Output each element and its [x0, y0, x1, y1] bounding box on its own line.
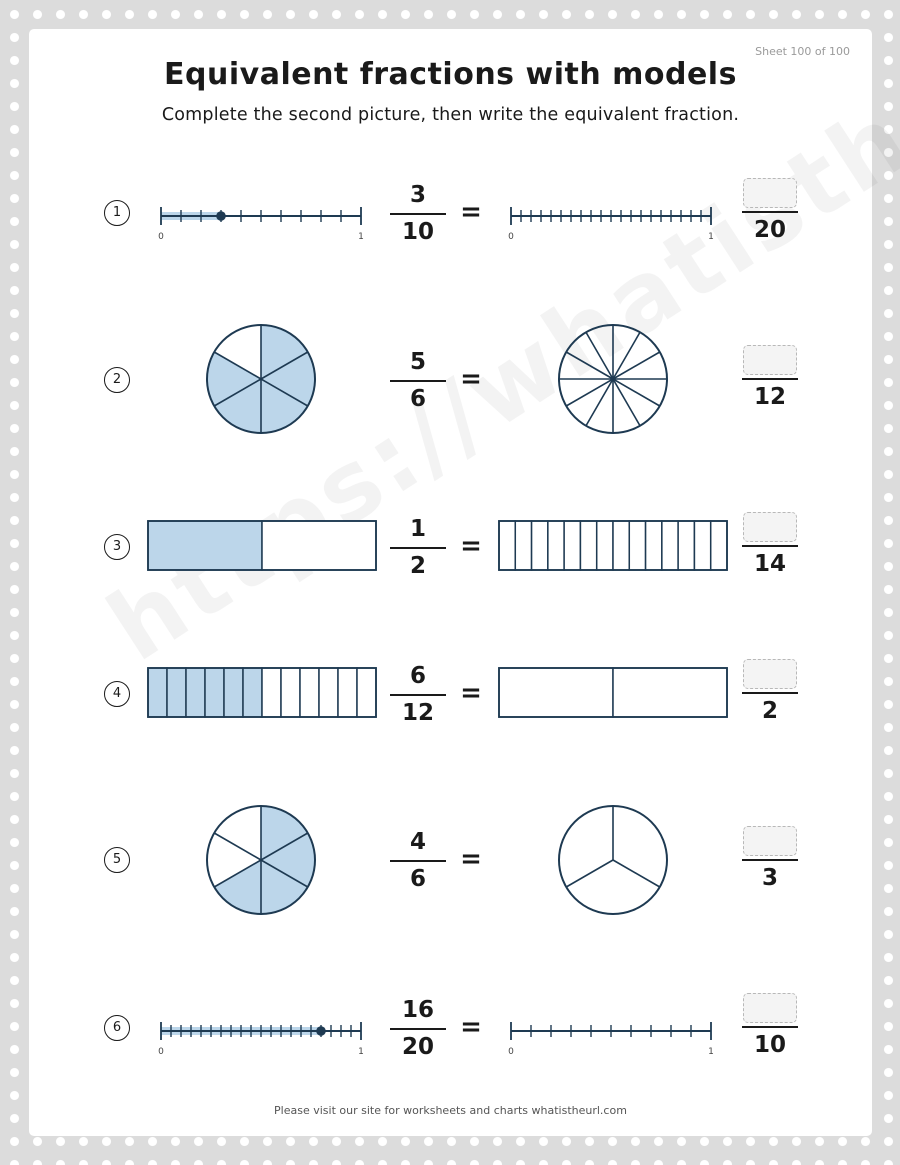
answer-circle-model[interactable] [557, 323, 669, 435]
fraction-numerator: 6 [409, 663, 426, 689]
bar-cell [499, 668, 613, 717]
fraction-bar [742, 1026, 798, 1028]
fraction-denominator: 2 [409, 553, 426, 579]
fraction-bar [390, 213, 446, 215]
given-number-line [150, 1005, 375, 1065]
equals-sign: = [460, 1012, 482, 1042]
fraction-denominator: 20 [753, 217, 786, 243]
fraction-bar [390, 860, 446, 862]
fraction-denominator: 6 [409, 866, 426, 892]
answer-input[interactable] [743, 345, 797, 375]
equals-sign: = [460, 364, 482, 394]
answer-circle-model[interactable] [557, 804, 669, 916]
answer-bar-model[interactable] [498, 520, 728, 572]
bar-cell-shaded [148, 668, 167, 717]
answer-input[interactable] [743, 178, 797, 208]
bar-cell [262, 668, 281, 717]
fraction-numerator: 4 [409, 829, 426, 855]
problem-number: 4 [104, 681, 130, 707]
page-instructions: Complete the second picture, then write the equivalent fraction. [161, 105, 740, 125]
page-title: Equivalent fractions with models [164, 57, 737, 92]
tick-label-start: 0 [508, 1047, 514, 1057]
bar-cell [338, 668, 357, 717]
tick-label-start: 0 [158, 232, 164, 242]
bar-cell-shaded [167, 668, 186, 717]
bar-cell [694, 521, 710, 570]
number-line-point [316, 1026, 326, 1036]
bar-cell [711, 521, 727, 570]
fraction-bar [742, 211, 798, 213]
bar-cell-shaded [224, 668, 243, 717]
bar-cell [564, 521, 580, 570]
answer-number-line[interactable] [500, 190, 725, 250]
fraction-denominator: 20 [401, 1034, 434, 1060]
given-circle-model [205, 323, 317, 435]
answer-bar-model[interactable] [498, 667, 728, 719]
fraction-bar [390, 380, 446, 382]
answer-input[interactable] [743, 826, 797, 856]
bar-cell [532, 521, 548, 570]
fraction-bar [742, 692, 798, 694]
problem-number: 1 [104, 200, 130, 226]
fraction-denominator: 10 [401, 219, 434, 245]
equals-sign: = [460, 197, 482, 227]
number-line-point [216, 211, 226, 221]
bar-cell [300, 668, 319, 717]
fraction-denominator: 6 [409, 386, 426, 412]
bar-cell-shaded [186, 668, 205, 717]
fraction-denominator: 14 [753, 551, 786, 577]
sheet-number: Sheet 100 of 100 [755, 45, 850, 58]
problem-number: 6 [104, 1015, 130, 1041]
fraction-bar [742, 545, 798, 547]
bar-cell [580, 521, 596, 570]
given-circle-model [205, 804, 317, 916]
tick-label-start: 0 [508, 232, 514, 242]
problem-number: 2 [104, 367, 130, 393]
bar-cell [646, 521, 662, 570]
bar-cell [319, 668, 338, 717]
fraction-denominator: 2 [761, 698, 778, 724]
given-number-line [150, 190, 375, 250]
fraction-numerator: 1 [409, 516, 426, 542]
fraction-numerator: 3 [409, 182, 426, 208]
answer-input[interactable] [743, 512, 797, 542]
problem-number: 5 [104, 847, 130, 873]
tick-label-end: 1 [708, 1047, 714, 1057]
tick-label-start: 0 [158, 1047, 164, 1057]
fraction-numerator: 5 [409, 349, 426, 375]
bar-cell [262, 521, 376, 570]
bar-cell-shaded [148, 521, 262, 570]
bar-cell [281, 668, 300, 717]
equals-sign: = [460, 844, 482, 874]
bar-cell [662, 521, 678, 570]
fraction-denominator: 10 [753, 1032, 786, 1058]
given-bar-model [147, 520, 377, 572]
problem-number: 3 [104, 534, 130, 560]
fraction-denominator: 3 [761, 865, 778, 891]
fraction-denominator: 12 [401, 700, 434, 726]
bar-cell [515, 521, 531, 570]
bar-cell [629, 521, 645, 570]
footer-note: Please visit our site for worksheets and charts whatistheurl.com [274, 1104, 627, 1117]
tick-label-end: 1 [358, 1047, 364, 1057]
fraction-bar [390, 694, 446, 696]
answer-input[interactable] [743, 659, 797, 689]
tick-label-end: 1 [708, 232, 714, 242]
bar-cell [678, 521, 694, 570]
bar-cell [548, 521, 564, 570]
circle-divider [613, 860, 660, 887]
circle-divider [566, 860, 613, 887]
fraction-numerator: 16 [401, 997, 434, 1023]
bar-cell-shaded [243, 668, 262, 717]
bar-cell [613, 521, 629, 570]
bar-cell [357, 668, 376, 717]
circle-divider [214, 833, 261, 860]
answer-input[interactable] [743, 993, 797, 1023]
bar-cell-shaded [205, 668, 224, 717]
equals-sign: = [460, 678, 482, 708]
fraction-bar [742, 859, 798, 861]
bar-cell [499, 521, 515, 570]
fraction-bar [742, 378, 798, 380]
bar-cell [613, 668, 727, 717]
fraction-bar [390, 547, 446, 549]
given-bar-model [147, 667, 377, 719]
tick-label-end: 1 [358, 232, 364, 242]
bar-cell [597, 521, 613, 570]
fraction-denominator: 12 [753, 384, 786, 410]
fraction-bar [390, 1028, 446, 1030]
circle-slice-shaded [214, 860, 261, 914]
answer-number-line[interactable] [500, 1005, 725, 1065]
equals-sign: = [460, 531, 482, 561]
